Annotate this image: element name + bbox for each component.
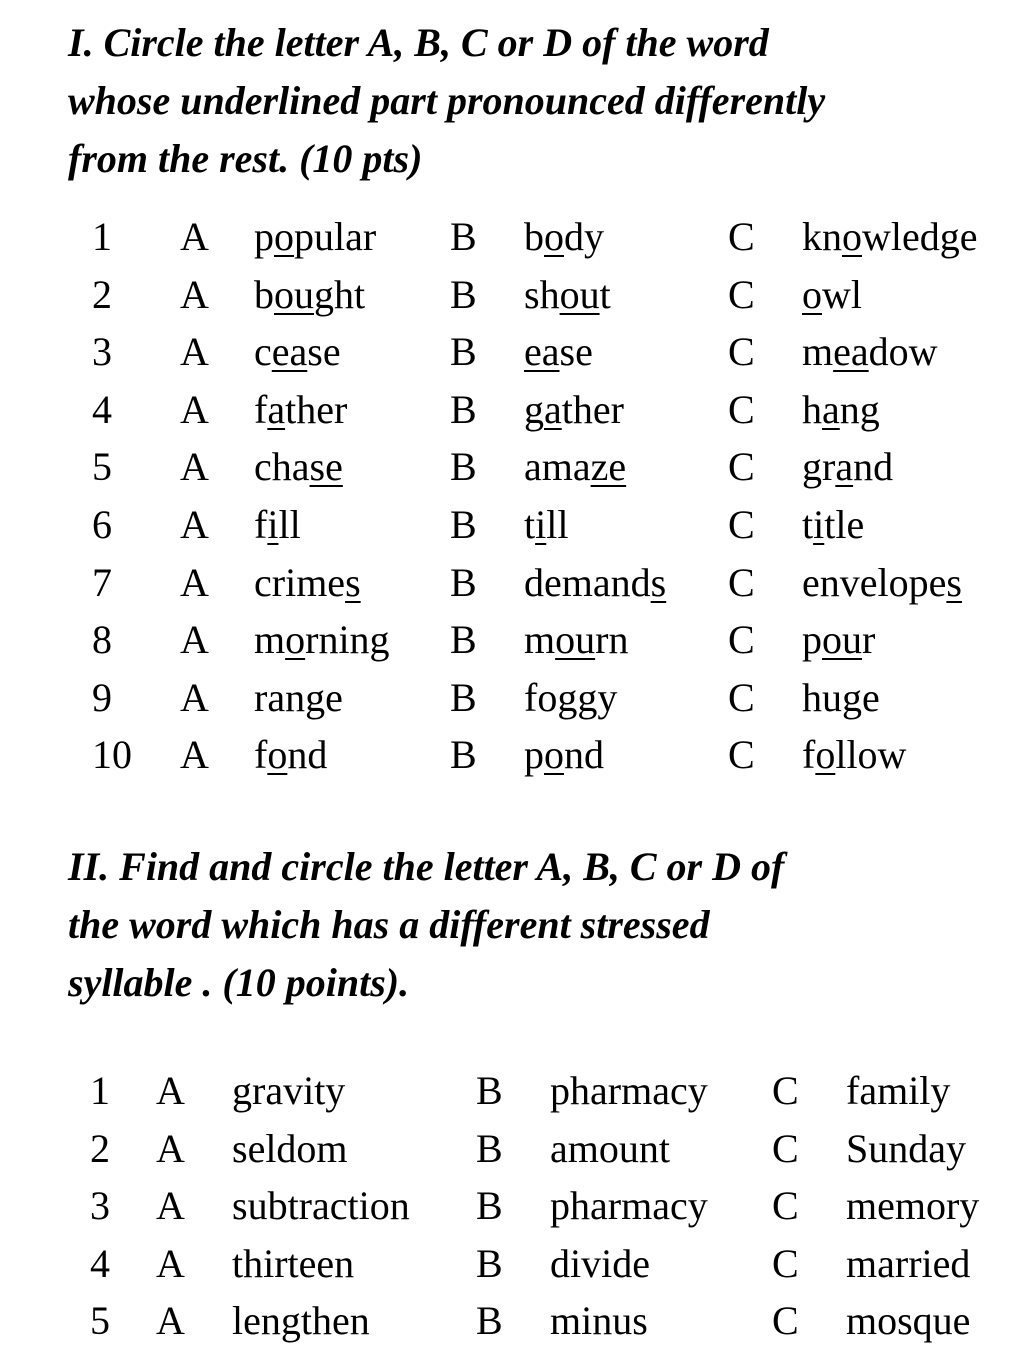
underlined-part: gg xyxy=(557,675,598,720)
option-word-b: ease xyxy=(524,329,593,374)
underlined-part: ou xyxy=(822,617,862,662)
option-letter-c: C xyxy=(728,617,755,662)
underlined-part: ou xyxy=(274,272,314,317)
option-word-c: knowledge xyxy=(802,214,978,259)
option-letter-b: B xyxy=(450,329,477,374)
underlined-part: o xyxy=(285,617,306,662)
question-number: 1 xyxy=(92,214,112,259)
option-word-a: subtraction xyxy=(232,1183,410,1228)
option-letter-c: C xyxy=(728,732,755,777)
question-number: 7 xyxy=(92,560,112,605)
option-letter-c: C xyxy=(728,272,755,317)
option-letter-a: A xyxy=(180,444,209,489)
section-2-heading-line: the word which has a different stressed xyxy=(68,902,710,947)
option-word-b: mourn xyxy=(524,617,629,662)
underlined-part: a xyxy=(544,387,562,432)
option-letter-b: B xyxy=(476,1068,503,1113)
question-number: 3 xyxy=(92,329,112,374)
underlined-part: s xyxy=(946,560,962,605)
underlined-part: i xyxy=(267,502,279,547)
underlined-part: a xyxy=(267,387,286,432)
underlined-part: ea xyxy=(833,329,869,374)
option-word-a: thirteen xyxy=(232,1241,355,1286)
option-letter-a: A xyxy=(180,329,209,374)
option-letter-a: A xyxy=(156,1068,185,1113)
option-letter-b: B xyxy=(476,1183,503,1228)
question-number: 1 xyxy=(90,1068,110,1113)
option-letter-b: B xyxy=(450,675,477,720)
option-word-b: shout xyxy=(524,272,611,317)
option-word-b: minus xyxy=(550,1298,648,1343)
option-word-c: title xyxy=(802,502,865,547)
option-letter-b: B xyxy=(450,272,477,317)
option-letter-b: B xyxy=(450,214,477,259)
option-word-b: pharmacy xyxy=(550,1068,708,1113)
question-number: 9 xyxy=(92,675,112,720)
option-letter-c: C xyxy=(728,387,755,432)
question-number: 2 xyxy=(92,272,112,317)
option-letter-b: B xyxy=(450,732,477,777)
option-word-c: grand xyxy=(802,444,894,489)
option-word-c: married xyxy=(846,1241,971,1286)
option-word-b: body xyxy=(524,214,604,259)
option-letter-c: C xyxy=(728,214,755,259)
option-word-b: foggy xyxy=(524,675,618,720)
option-word-b: amount xyxy=(550,1126,670,1171)
option-letter-b: B xyxy=(476,1241,503,1286)
underlined-part: a xyxy=(822,387,840,432)
option-word-c: meadow xyxy=(802,329,938,374)
option-word-c: owl xyxy=(802,272,862,317)
question-number: 5 xyxy=(92,444,112,489)
option-letter-a: A xyxy=(180,617,209,662)
question-row xyxy=(0,1292,1024,1350)
question-row xyxy=(0,496,1024,554)
question-row xyxy=(0,554,1024,612)
underlined-part: o xyxy=(842,214,862,259)
option-letter-c: C xyxy=(772,1068,799,1113)
underlined-part: o xyxy=(267,732,288,777)
option-word-c: hang xyxy=(802,387,880,432)
section-2-heading-line: syllable . (10 points). xyxy=(68,960,410,1005)
question-number: 4 xyxy=(92,387,112,432)
option-letter-a: A xyxy=(180,272,209,317)
question-row xyxy=(0,1120,1024,1178)
question-row xyxy=(0,323,1024,381)
option-word-a: father xyxy=(254,387,348,432)
option-word-b: pharmacy xyxy=(550,1183,708,1228)
question-row xyxy=(0,611,1024,669)
question-row xyxy=(0,381,1024,439)
section-1-heading-line: I. Circle the letter A, B, C or D of the word xyxy=(68,20,769,65)
question-number: 3 xyxy=(90,1183,110,1228)
option-letter-a: A xyxy=(180,732,209,777)
option-letter-a: A xyxy=(180,560,209,605)
underlined-part: se xyxy=(309,444,343,489)
section-1-heading xyxy=(68,14,825,188)
underlined-part: s xyxy=(650,560,667,605)
option-word-a: seldom xyxy=(232,1126,348,1171)
question-number: 5 xyxy=(90,1298,110,1343)
option-word-b: amaze xyxy=(524,444,627,489)
underlined-part: g xyxy=(842,675,862,720)
section-1-heading-line: whose underlined part pronounced differently xyxy=(68,78,826,123)
underlined-part: o xyxy=(544,214,564,259)
option-letter-a: A xyxy=(180,214,209,259)
question-number: 2 xyxy=(90,1126,110,1171)
section-2-heading xyxy=(68,838,784,1012)
question-number: 8 xyxy=(92,617,112,662)
question-row xyxy=(0,669,1024,727)
option-word-a: fond xyxy=(254,732,328,777)
underlined-part: i xyxy=(535,502,547,547)
question-number: 4 xyxy=(90,1241,110,1286)
section-2-heading-line: II. Find and circle the letter A, B, C or D of xyxy=(68,844,785,889)
option-letter-a: A xyxy=(180,675,209,720)
option-word-b: pond xyxy=(524,732,604,777)
option-word-b: till xyxy=(524,502,569,547)
question-number: 10 xyxy=(92,732,132,777)
option-letter-c: C xyxy=(772,1241,799,1286)
option-word-c: family xyxy=(846,1068,951,1113)
question-row xyxy=(0,266,1024,324)
option-word-a: lengthen xyxy=(232,1298,370,1343)
option-letter-b: B xyxy=(450,617,477,662)
option-letter-c: C xyxy=(772,1126,799,1171)
underlined-part: ea xyxy=(271,329,308,374)
option-letter-a: A xyxy=(180,387,209,432)
option-word-c: follow xyxy=(802,732,907,777)
underlined-part: o xyxy=(544,732,564,777)
option-word-c: pour xyxy=(802,617,876,662)
option-word-c: memory xyxy=(846,1183,980,1228)
option-letter-c: C xyxy=(728,444,755,489)
option-word-c: huge xyxy=(802,675,880,720)
option-word-a: cease xyxy=(254,329,341,374)
option-letter-b: B xyxy=(450,387,477,432)
section-1-heading-line: from the rest. (10 pts) xyxy=(68,136,423,181)
option-letter-a: A xyxy=(156,1298,185,1343)
underlined-part: ea xyxy=(524,329,560,374)
option-word-a: crimes xyxy=(254,560,361,605)
option-word-a: gravity xyxy=(232,1068,346,1113)
option-letter-a: A xyxy=(156,1241,185,1286)
option-word-c: envelopes xyxy=(802,560,962,605)
underlined-part: a xyxy=(835,444,854,489)
option-letter-a: A xyxy=(156,1183,185,1228)
option-letter-c: C xyxy=(728,675,755,720)
question-row xyxy=(0,1177,1024,1235)
option-letter-a: A xyxy=(156,1126,185,1171)
underlined-part: g xyxy=(305,675,326,720)
option-letter-c: C xyxy=(772,1298,799,1343)
option-letter-c: C xyxy=(728,329,755,374)
question-row xyxy=(0,1062,1024,1120)
option-letter-c: C xyxy=(728,560,755,605)
option-letter-b: B xyxy=(450,444,477,489)
option-letter-b: B xyxy=(476,1298,503,1343)
option-word-a: range xyxy=(254,675,343,720)
underlined-part: ou xyxy=(559,272,600,317)
option-letter-b: B xyxy=(476,1126,503,1171)
option-letter-b: B xyxy=(450,502,477,547)
underlined-part: ou xyxy=(555,617,596,662)
underlined-part: o xyxy=(802,272,822,317)
question-row xyxy=(0,208,1024,266)
question-number: 6 xyxy=(92,502,112,547)
option-letter-a: A xyxy=(180,502,209,547)
question-row xyxy=(0,726,1024,784)
underlined-part: s xyxy=(345,560,361,605)
question-row xyxy=(0,1235,1024,1293)
question-row xyxy=(0,438,1024,496)
underlined-part: i xyxy=(813,502,825,547)
option-word-c: Sunday xyxy=(846,1126,966,1171)
option-word-a: morning xyxy=(254,617,390,662)
option-letter-b: B xyxy=(450,560,477,605)
option-letter-c: C xyxy=(728,502,755,547)
option-word-b: divide xyxy=(550,1241,650,1286)
option-word-a: bought xyxy=(254,272,366,317)
option-word-a: chase xyxy=(254,444,343,489)
underlined-part: o xyxy=(274,214,294,259)
option-word-b: gather xyxy=(524,387,624,432)
option-word-a: popular xyxy=(254,214,377,259)
option-letter-c: C xyxy=(772,1183,799,1228)
underlined-part: o xyxy=(815,732,836,777)
option-word-b: demands xyxy=(524,560,667,605)
option-word-c: mosque xyxy=(846,1298,971,1343)
underlined-part: ze xyxy=(590,444,627,489)
option-word-a: fill xyxy=(254,502,301,547)
